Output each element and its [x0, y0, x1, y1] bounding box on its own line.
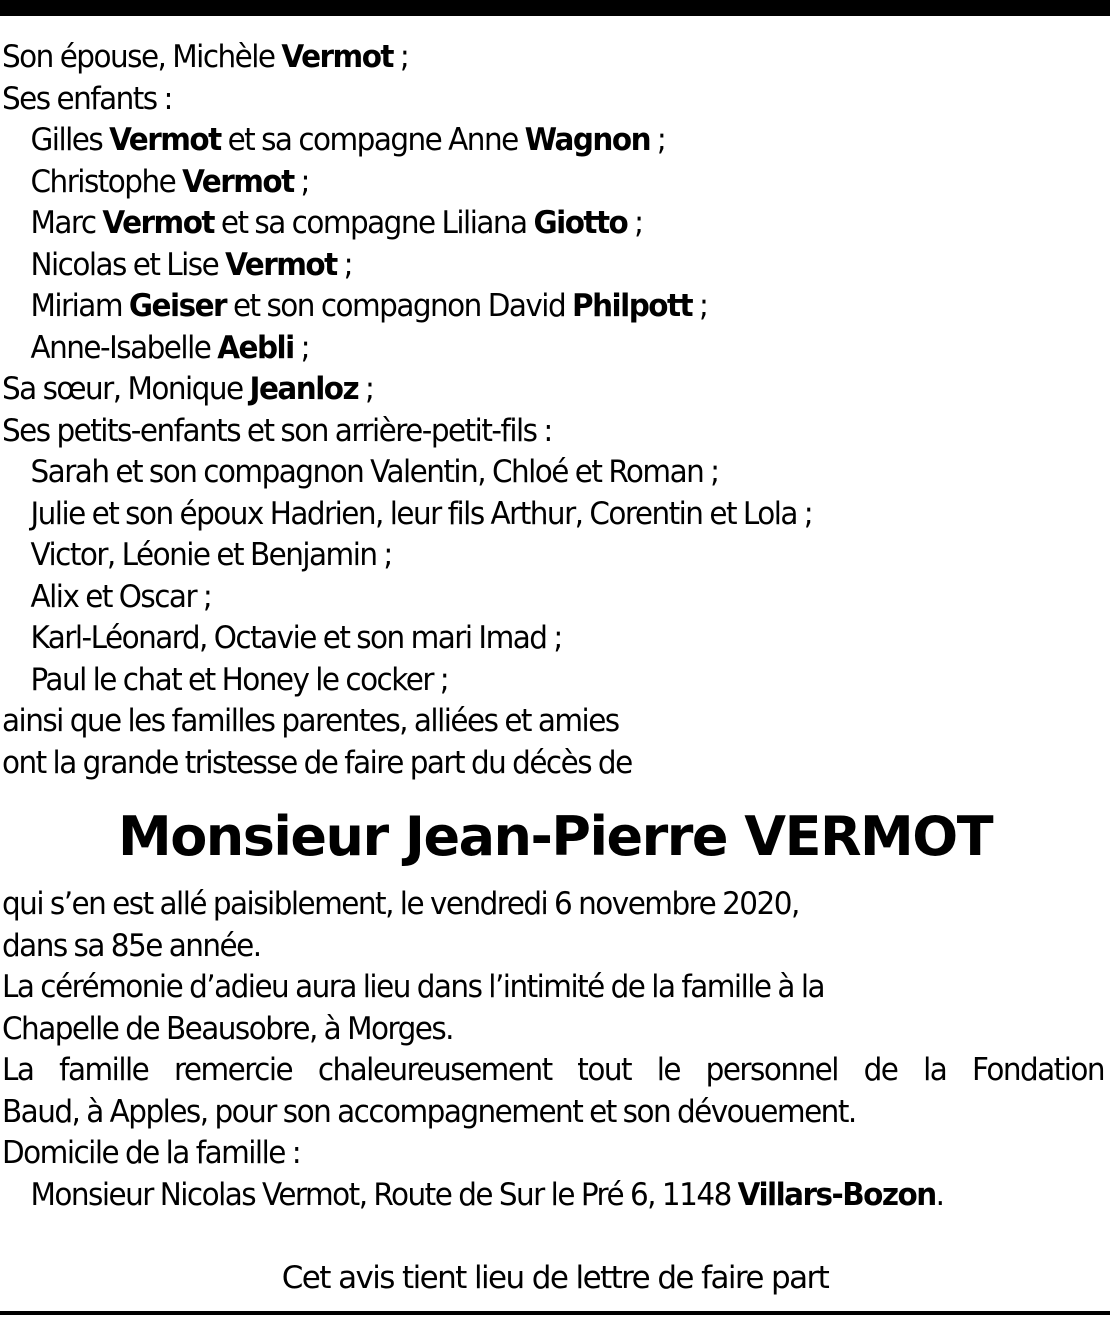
top-rule [0, 0, 1110, 16]
domicile-heading: Domicile de la famille : [2, 1135, 301, 1171]
domicile-address: Monsieur Nicolas Vermot, Route de Sur le Pré 6, 1148 Villars-Bozon. [30, 1176, 944, 1213]
passing-line: qui s’en est allé paisiblement, le vendredi 6 novembre 2020, [2, 886, 799, 922]
children-heading: Ses enfants : [2, 80, 172, 117]
thanks-line-2: Baud, à Apples, pour son accompagnement et son dévouement. [2, 1093, 856, 1130]
footer-note: Cet avis tient lieu de lettre de faire part [281, 1260, 829, 1296]
ceremony-line: La cérémonie d’adieu aura lieu dans l’intimité de la famille à la [2, 969, 825, 1005]
grandchild-line: Sarah et son compagnon Valentin, Chloé et Roman ; [30, 454, 719, 490]
bottom-rule [0, 1311, 1110, 1315]
grandchild-line: Paul le chat et Honey le cocker ; [30, 661, 449, 698]
grandchild-line: Victor, Léonie et Benjamin ; [30, 537, 392, 573]
thanks-line: La famille remercie chaleureusement tout le personnel de la Fondation [2, 1052, 1104, 1088]
families-line: ainsi que les familles parentes, alliées et amies [2, 703, 619, 739]
grandchild-line: Karl-Léonard, Octavie et son mari Imad ; [30, 620, 562, 656]
announcement-line: ont la grande tristesse de faire part du décès de [2, 744, 632, 781]
chapel-line: Chapelle de Beausobre, à Morges. [2, 1010, 454, 1047]
grandchild-line: Julie et son époux Hadrien, leur fils Arthur, Corentin et Lola ; [30, 495, 813, 532]
grandchildren-heading: Ses petits-enfants et son arrière-petit-fils : [2, 412, 552, 449]
spouse-line: Son épouse, Michèle Vermot ; [2, 39, 409, 75]
child-line: Anne-Isabelle Aebli ; [30, 329, 309, 366]
child-line: Gilles Vermot et sa compagne Anne Wagnon ; [30, 122, 666, 158]
family-list [2, 37, 1053, 784]
sister-line: Sa sœur, Monique Jeanloz ; [2, 371, 374, 407]
deceased-name: Monsieur Jean-Pierre VERMOT [117, 805, 993, 868]
child-line: Marc Vermot et sa compagne Liliana Giotto ; [30, 205, 643, 241]
ceremony-details [2, 884, 1104, 1216]
age-line: dans sa 85e année. [2, 927, 261, 964]
child-line: Nicolas et Lise Vermot ; [30, 246, 353, 283]
child-line: Christophe Vermot ; [30, 163, 309, 200]
child-line: Miriam Geiser et son compagnon David Philpott ; [30, 288, 708, 324]
grandchild-line: Alix et Oscar ; [30, 578, 212, 615]
